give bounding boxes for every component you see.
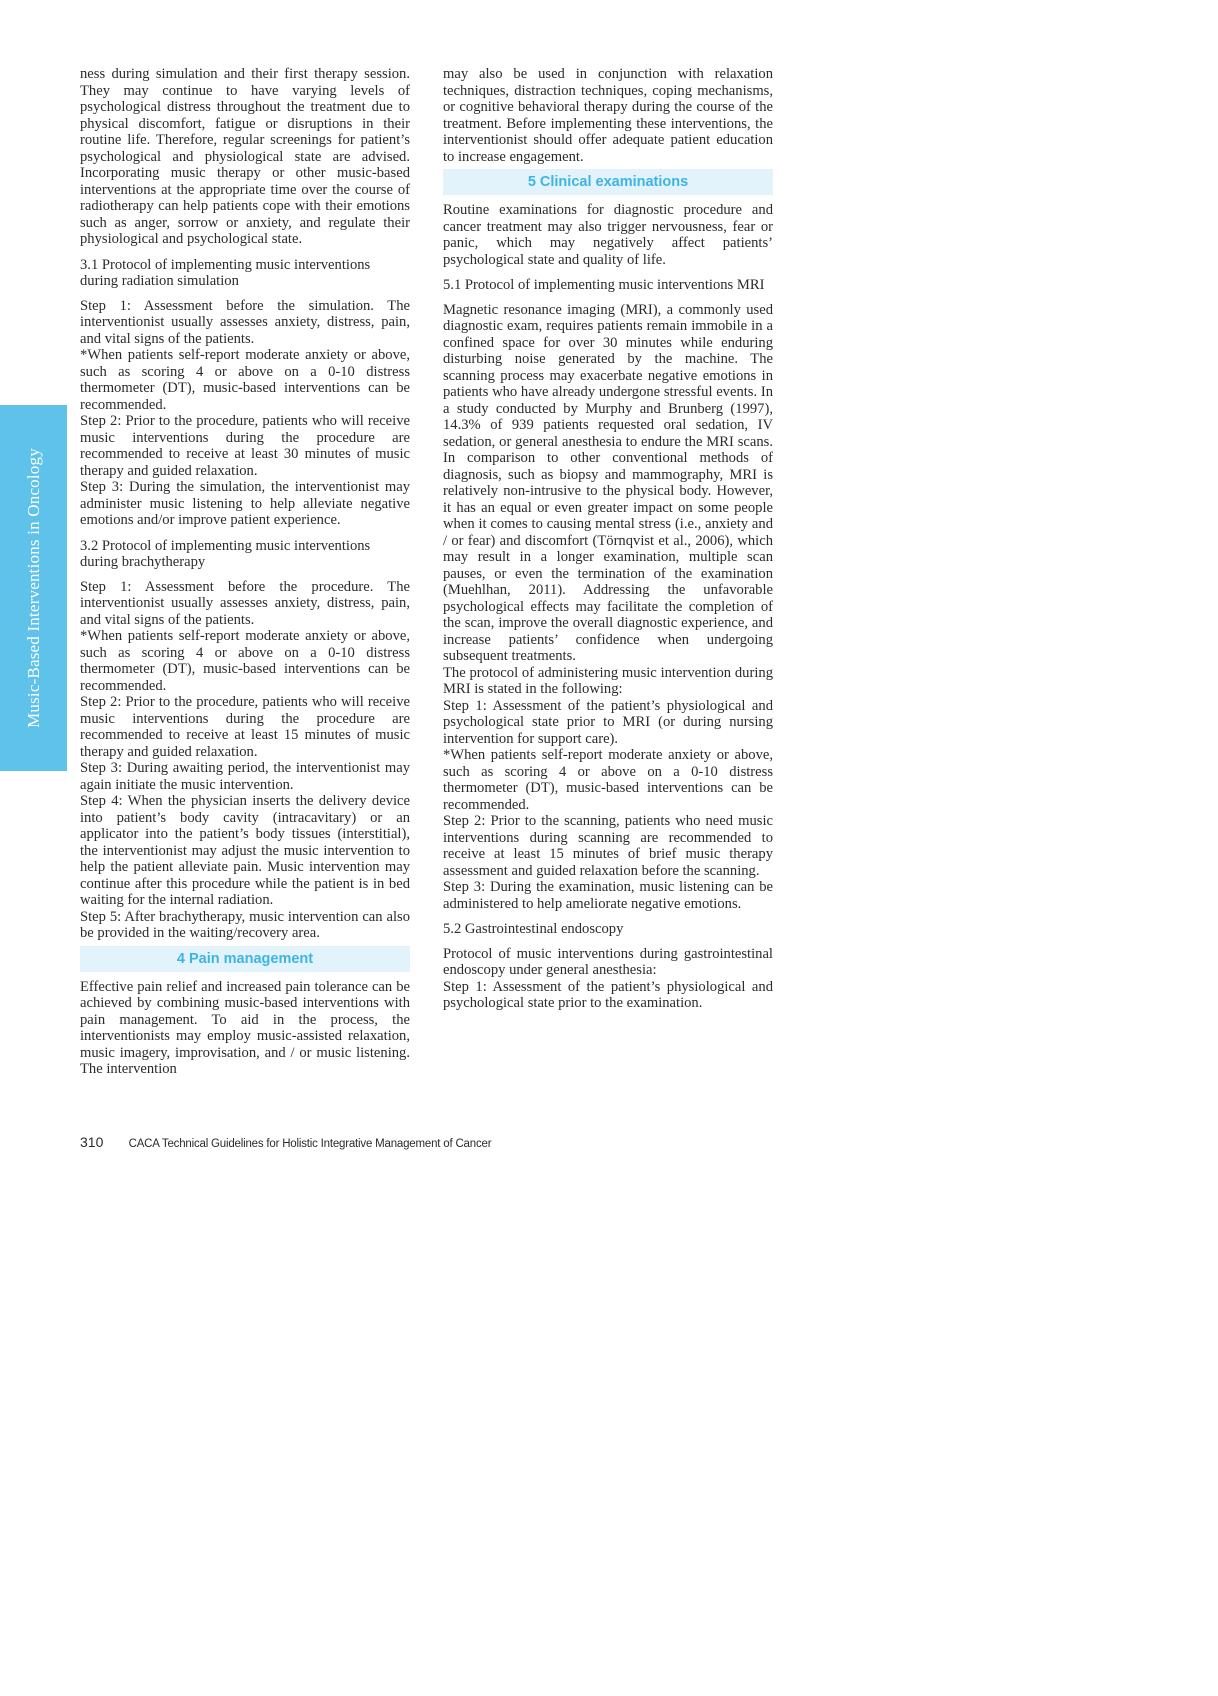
- paragraph: Routine examinations for diagnostic procedure and cancer treatment may also trigger nervousness, fear or panic, which may negatively affect patients’ psychological state and quality of life.: [443, 202, 773, 268]
- subsection-title: 5.1 Protocol of implementing music interventions MRI: [443, 277, 765, 293]
- paragraph: ness during simulation and their first therapy session. They may continue to have varying levels of psychological distress throughout the treatment due to physical discomfort, fatigue or disruptions in their routine life. Therefore, regular screenings for patient’s psychological and physiological state are advised. Incorporating music therapy or other music-based interventions at the appropriate time over the course of radiotherapy can help patients cope with their emotions such as anger, sorrow or anxiety, and regulate their physiological and psychological state.: [80, 66, 410, 247]
- paragraph: The protocol of administering music intervention during MRI is stated in the following:: [443, 664, 773, 697]
- subsection-title: 3.2 Protocol of implementing music interventions during brachytherapy: [80, 537, 371, 570]
- right-column: [443, 66, 773, 1012]
- paragraph: Magnetic resonance imaging (MRI), a commonly used diagnostic exam, requires patients remain immobile in a confined space for over 30 minutes while enduring disturbing noise generated by the machine. The scanning process may exacerbate negative emotions in patients who have already undergone stressful events. In a study conducted by Murphy and Brunberg (1997), 14.3% of 939 patients requested oral sedation, IV sedation, or general anesthesia to endure the MRI scans. In comparison to other conventional methods of diagnosis, such as biopsy and mammography, MRI is relatively non-intrusive to the physical body. However, it has an equal or even greater impact on some people when it comes to causing mental stress (i.e., anxiety and / or fear) and discomfort (Törnqvist et al., 2006), which may result in a longer examination, multiple scan pauses, or even the termination of the examination (Muehlhan, 2011). Addressing the unfavorable psychological effects may facilitate the completion of the scan, improve the overall diagnostic experience, and increase patients’ confidence when undergoing subsequent treatments.: [443, 301, 773, 664]
- paragraph: may also be used in conjunction with relaxation techniques, distraction techniques, coping mechanisms, or cognitive behavioral therapy during the course of the treatment. Before implementing these interventions, the interventionist should offer adequate patient education to increase engagement.: [443, 66, 773, 165]
- page-number: 310: [80, 1134, 104, 1150]
- paragraph: Step 1: Assessment before the procedure. The interventionist usually assesses anxiety, distress, pain, and vital signs of the patients.: [80, 578, 410, 628]
- left-column: [80, 66, 410, 1078]
- paragraph: Step 3: During the simulation, the interventionist may administer music listening to help alleviate negative emotions and/or improve patient experience.: [80, 479, 410, 528]
- paragraph: Step 2: Prior to the scanning, patients who need music interventions during scanning are recommended to receive at least 15 minutes of brief music therapy assessment and guided relaxation before the scanning.: [443, 813, 773, 879]
- side-tab: [0, 405, 67, 771]
- paragraph: Step 5: After brachytherapy, music intervention can also be provided in the waiting/recovery area.: [80, 908, 410, 941]
- paragraph: Step 2: Prior to the procedure, patients who will receive music interventions during the procedure are recommended to receive at least 30 minutes of music therapy and guided relaxation.: [80, 413, 410, 479]
- paragraph: *When patients self-report moderate anxiety or above, such as scoring 4 or above on a 0-10 distress thermometer (DT), music-based interventions can be recommended.: [80, 347, 410, 413]
- paragraph: Effective pain relief and increased pain tolerance can be achieved by combining music-based interventions with pain management. To aid in the process, the interventionists may employ music-assisted relaxation, music imagery, improvisation, and / or music listening. The intervention: [80, 978, 410, 1077]
- side-tab-label: Music-Based Interventions in Oncology: [23, 448, 43, 728]
- book-title: CACA Technical Guidelines for Holistic Integrative Management of Cancer: [128, 1138, 492, 1150]
- paragraph: *When patients self-report moderate anxiety or above, such as scoring 4 or above on a 0-10 distress thermometer (DT), music-based interventions can be recommended.: [443, 747, 773, 813]
- paragraph: Step 3: During awaiting period, the interventionist may again initiate the music intervention.: [80, 760, 410, 793]
- paragraph: Step 2: Prior to the procedure, patients who will receive music interventions during the procedure are recommended to receive at least 15 minutes of music therapy and guided relaxation.: [80, 694, 410, 760]
- paragraph: Step 3: During the examination, music listening can be administered to help ameliorate negative emotions.: [443, 879, 773, 912]
- page-footer: [80, 1134, 491, 1151]
- subsection-title: 3.1 Protocol of implementing music interventions during radiation simulation: [80, 256, 371, 289]
- paragraph: Step 1: Assessment before the simulation. The interventionist usually assesses anxiety, distress, pain, and vital signs of the patients.: [80, 297, 410, 347]
- section-heading: 4 Pain management: [80, 946, 410, 972]
- paragraph: Step 1: Assessment of the patient’s physiological and psychological state prior to MRI (or during nursing intervention for support care).: [443, 697, 773, 747]
- section-heading: 5 Clinical examinations: [443, 169, 773, 195]
- paragraph: Protocol of music interventions during gastrointestinal endoscopy under general anesthesia:: [443, 945, 773, 978]
- paragraph: Step 4: When the physician inserts the delivery device into patient’s body cavity (intracavitary) or an applicator into the patient’s body tissues (interstitial), the interventionist may adjust the music intervention to help the patient alleviate pain. Music intervention may continue after this procedure while the patient is in bed waiting for the internal radiation.: [80, 793, 410, 908]
- paragraph: *When patients self-report moderate anxiety or above, such as scoring 4 or above on a 0-10 distress thermometer (DT), music-based interventions can be recommended.: [80, 628, 410, 694]
- subsection-title: 5.2 Gastrointestinal endoscopy: [443, 921, 624, 937]
- paragraph: Step 1: Assessment of the patient’s physiological and psychological state prior to the examination.: [443, 978, 773, 1011]
